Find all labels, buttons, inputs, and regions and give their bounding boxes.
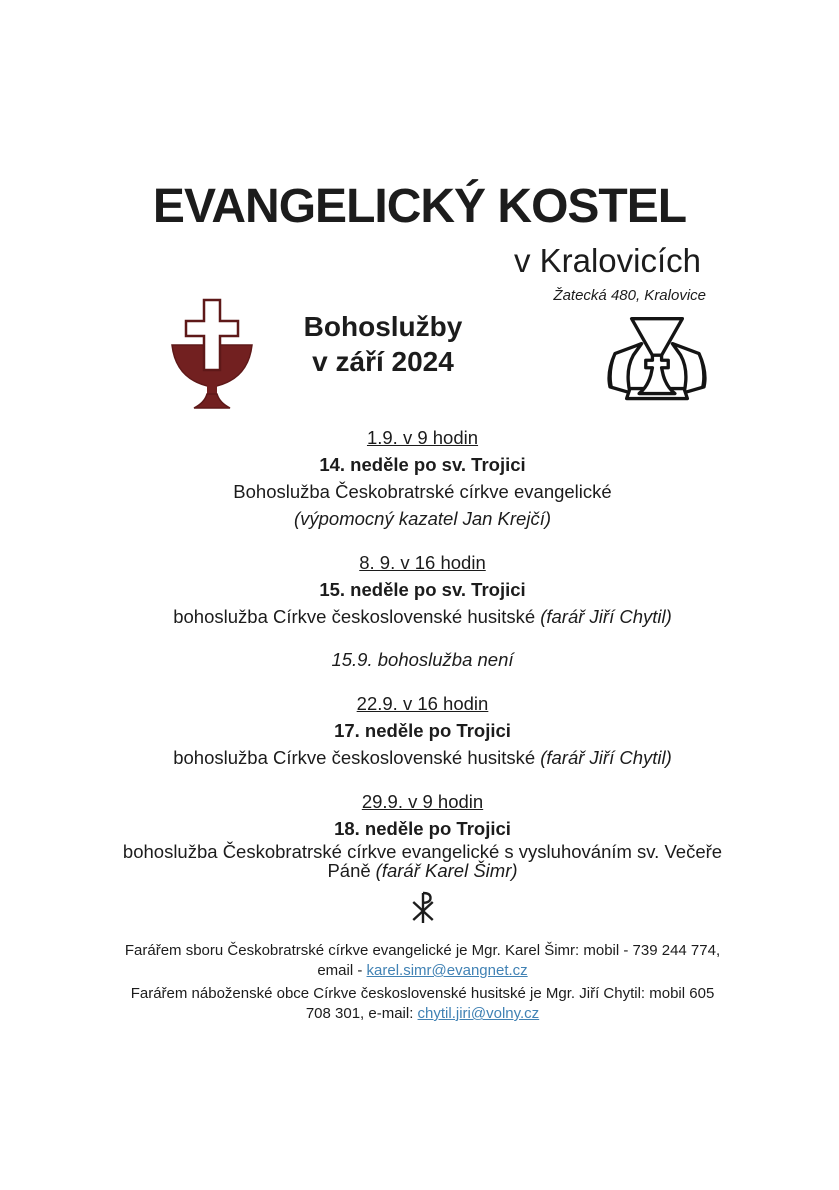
address-line: Žatecká 480, Kralovice	[553, 287, 706, 304]
event-description	[6, 842, 839, 880]
event-description: Bohoslužba Českobratrské církve evangelické	[233, 481, 612, 502]
event-date: 8. 9. v 16 hodin	[359, 552, 486, 573]
pastor2-line2: 708 301, e-mail: chytil.jiri@volny.cz	[305, 1005, 540, 1022]
page-title: EVANGELICKÝ KOSTEL	[152, 180, 687, 233]
event-date: 29.9. v 9 hodin	[361, 791, 484, 812]
event-block-2	[6, 549, 839, 630]
event-block-1	[6, 424, 839, 532]
pastor2-contact	[6, 984, 839, 1024]
pastor1-email-link[interactable]: karel.simr@evangnet.cz	[366, 962, 528, 979]
location-subtitle: v Kralovicích	[513, 242, 701, 279]
event-pastor: (farář Jiří Chytil)	[540, 747, 672, 768]
event-pastor: (farář Karel Šimr)	[375, 860, 518, 881]
event-title: 18. neděle po Trojici	[334, 818, 511, 839]
pastor1-line2: email - karel.simr@evangnet.cz	[317, 962, 528, 979]
pastor1-line1: Farářem sboru Českobratrské církve evangelické je Mgr. Karel Šimr: mobil - 739 244 774,	[124, 942, 721, 959]
event-note: (výpomocný kazatel Jan Krejčí)	[293, 508, 552, 529]
event-date: 1.9. v 9 hodin	[366, 427, 479, 448]
event-description: bohoslužba Církve československé husitské (farář Jiří Chytil)	[173, 606, 672, 627]
event-description-line2: Páně (farář Karel Šimr)	[327, 860, 518, 881]
event-title: 14. neděle po sv. Trojici	[319, 454, 526, 475]
event-pastor: (farář Jiří Chytil)	[540, 606, 672, 627]
event-description: bohoslužba Církve československé husitské (farář Jiří Chytil)	[173, 747, 672, 768]
pastor1-contact	[6, 941, 839, 981]
chalice-bible-icon	[605, 311, 709, 417]
chi-rho-icon	[6, 889, 839, 927]
services-heading	[183, 309, 583, 379]
event-block-4	[6, 788, 839, 880]
event-title: 15. neděle po sv. Trojici	[319, 579, 526, 600]
no-service-note: 15.9. bohoslužba není	[331, 649, 514, 670]
event-title: 17. neděle po Trojici	[334, 720, 511, 741]
event-block-3	[6, 690, 839, 771]
event-description-line1: bohoslužba Českobratrské církve evangelické s vysluhováním sv. Večeře	[122, 841, 723, 862]
services-heading-line2: v září 2024	[312, 346, 454, 377]
event-date: 22.9. v 16 hodin	[356, 693, 489, 714]
pastor2-line1: Farářem náboženské obce Církve československé husitské je Mgr. Jiří Chytil: mobil 605	[130, 985, 715, 1002]
pastor2-email-link[interactable]: chytil.jiri@volny.cz	[417, 1005, 540, 1022]
service-schedule	[6, 424, 839, 927]
contact-footer	[6, 941, 839, 1024]
services-heading-line1: Bohoslužby	[303, 311, 463, 342]
